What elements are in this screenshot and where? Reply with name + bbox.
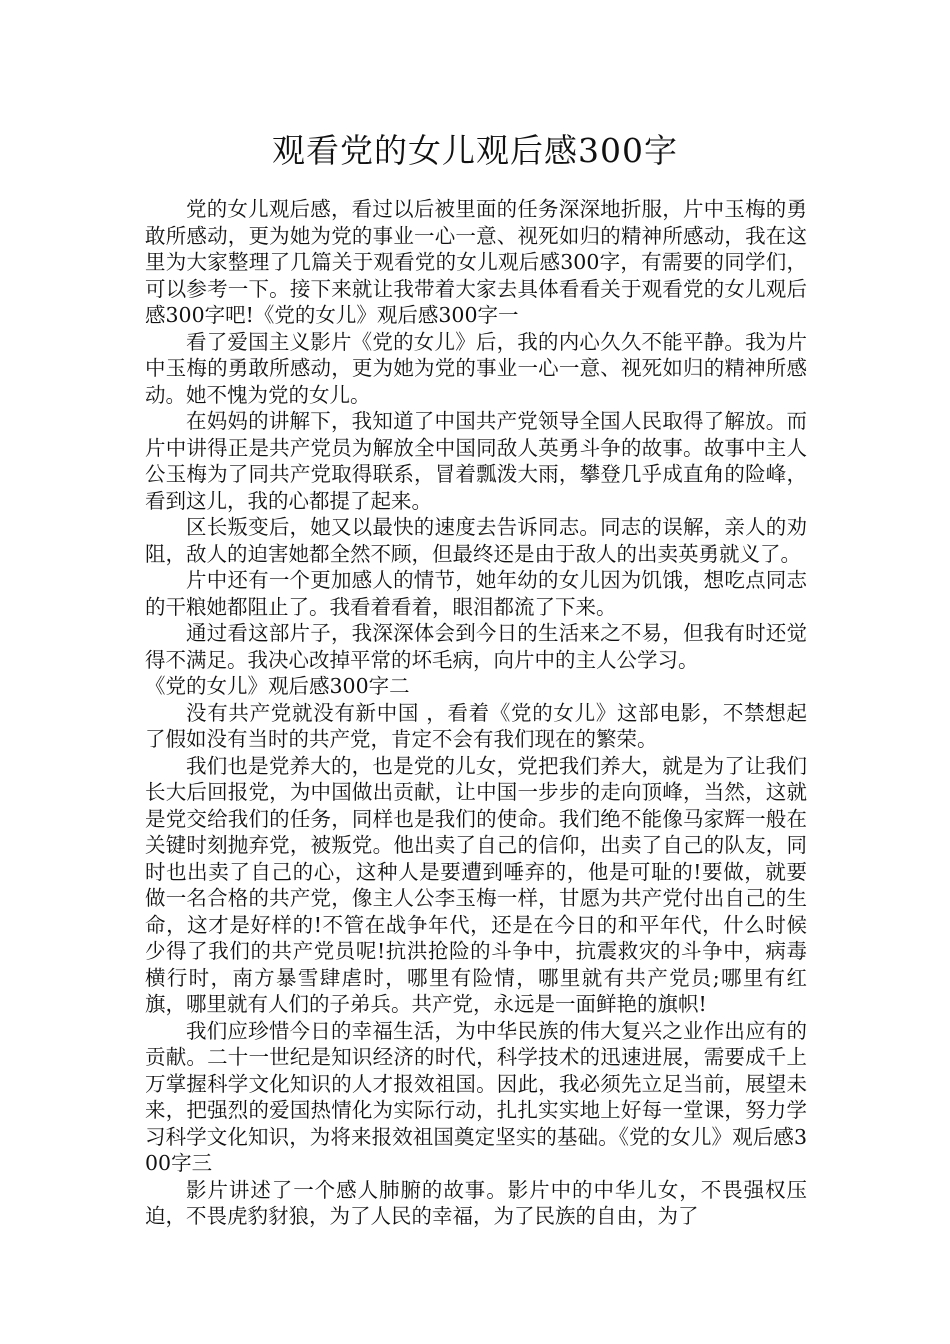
document-title: 观看党的女儿观后感300字 [272, 131, 678, 170]
paragraph: 党的女儿观后感，看过以后被里面的任务深深地折服，片中玉梅的勇敢所感动，更为她为党的事业一心一意、视死如归的精神所感动，我在这里为大家整理了几篇关于观看党的女儿观后感300字，有需要的同学们，可以参考一下。接下来就让我带着大家去具体看看关于观看党的女儿观后感300字吧!《党的女儿》观后感300字一 [145, 197, 807, 327]
paragraph: 影片讲述了一个感人肺腑的故事。影片中的中华儿女，不畏强权压迫，不畏虎豹豺狼，为了人民的幸福，为了民族的自由，为了 [145, 1177, 807, 1228]
paragraph: 我们也是党养大的，也是党的儿女，党把我们养大，就是为了让我们长大后回报党，为中国做出贡献，让中国一步步的走向顶峰，当然，这就是党交给我们的任务，同样也是我们的使命。我们绝不能像马家辉一般在关键时刻抛弃党，被叛党。他出卖了自己的信仰，出卖了自己的队友，同时也出卖了自己的心，这种人是要遭到唾弃的，他是可耻的!要做，就要做一名合格的共产党，像主人公李玉梅一样，甘愿为共产党付出自己的生命，这才是好样的!不管在战争年代，还是在今日的和平年代，什么时候少得了我们的共产党员呢!抗洪抢险的斗争中，抗震救灾的斗争中，病毒横行时，南方暴雪肆虐时，哪里有险情，哪里就有共产党员;哪里有红旗，哪里就有人们的子弟兵。共产党，永远是一面鲜艳的旗帜! [145, 753, 807, 1016]
paragraph: 片中还有一个更加感人的情节，她年幼的女儿因为饥饿，想吃点同志的干粮她都阻止了。我看着看着，眼泪都流了下来。 [145, 568, 807, 619]
paragraph: 看了爱国主义影片《党的女儿》后，我的内心久久不能平静。我为片中玉梅的勇敢所感动，更为她为党的事业一心一意、视死如归的精神所感动。她不愧为党的女儿。 [145, 329, 807, 407]
paragraph: 在妈妈的讲解下，我知道了中国共产党领导全国人民取得了解放。而片中讲得正是共产党员为解放全中国同敌人英勇斗争的故事。故事中主人公玉梅为了同共产党取得联系，冒着瓢泼大雨，攀登几乎成直角的险峰，看到这儿，我的心都提了起来。 [145, 409, 807, 513]
document-body [145, 196, 807, 1230]
paragraph: 通过看这部片子，我深深体会到今日的生活来之不易，但我有时还觉得不满足。我决心改掉平常的坏毛病，向片中的主人公学习。 [145, 621, 807, 672]
paragraph: 区长叛变后，她又以最快的速度去告诉同志。同志的误解，亲人的劝阻，敌人的迫害她都全然不顾，但最终还是由于敌人的出卖英勇就义了。 [145, 515, 807, 566]
paragraph: 没有共产党就没有新中国 ，看着《党的女儿》这部电影，不禁想起了假如没有当时的共产党，肯定不会有我们现在的繁荣。 [145, 700, 807, 751]
paragraph: 我们应珍惜今日的幸福生活，为中华民族的伟大复兴之业作出应有的贡献。二十一世纪是知识经济的时代，科学技术的迅速进展，需要成千上万掌握科学文化知识的人才报效祖国。因此，我必须先立足当前，展望未来，把强烈的爱国热情化为实际行动，扎扎实实地上好每一堂课，努力学习科学文化知识，为将来报效祖国奠定坚实的基础。《党的女儿》观后感300字三 [145, 1018, 807, 1175]
section-heading: 《党的女儿》观后感300字二 [145, 674, 410, 698]
